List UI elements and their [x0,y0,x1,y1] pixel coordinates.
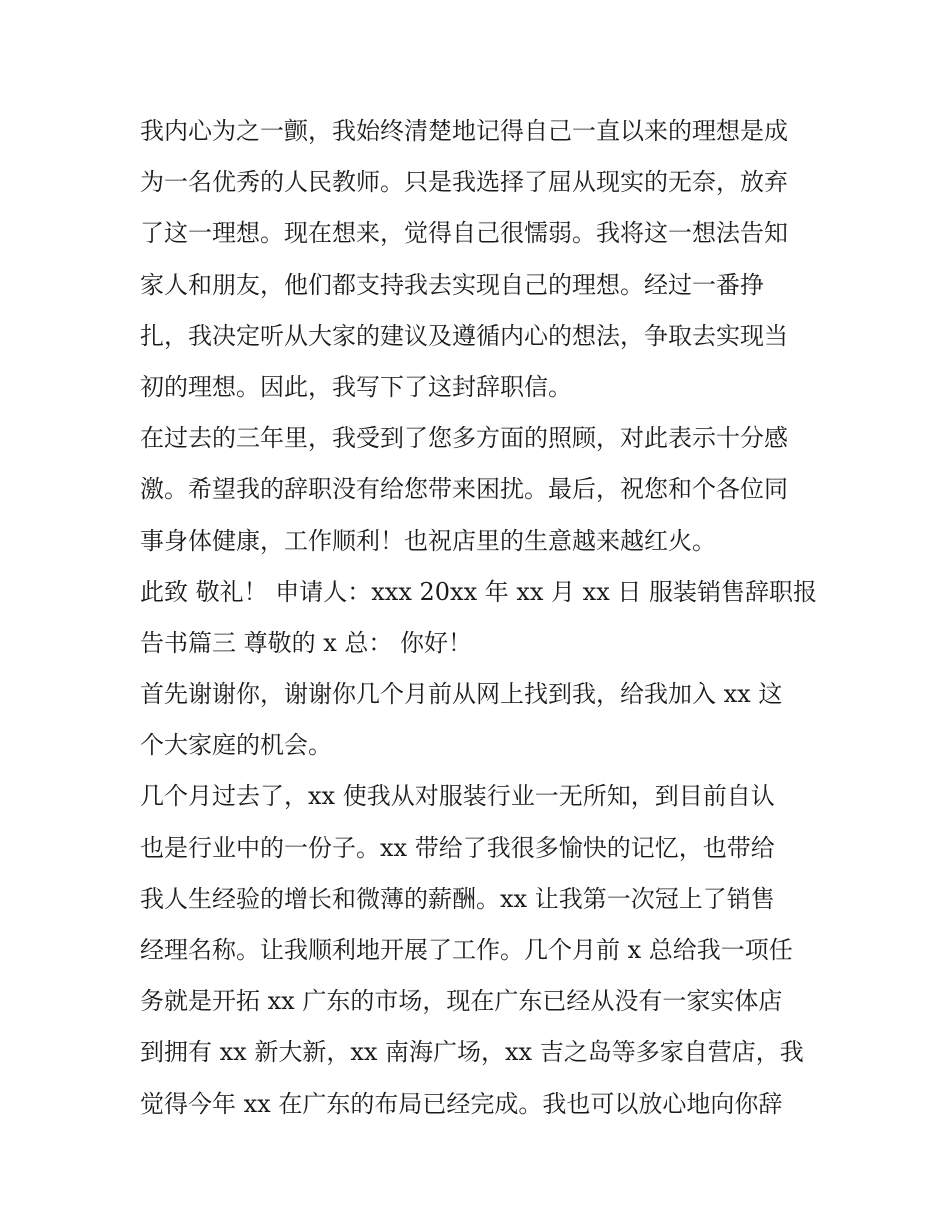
text-line-4: 家人和朋友，他们都支持我去实现自己的理想。经过一番挣 [140,270,764,299]
text-line-19: 到拥有 xx 新大新，xx 南海广场，xx 吉之岛等多家自营店，我 [140,1038,804,1067]
text-line-14: 几个月过去了，xx 使我从对服装行业一无所知，到目前自认 [140,782,775,811]
text-line-6: 初的理想。因此，我写下了这封辞职信。 [140,372,572,401]
text-line-2: 为一名优秀的人民教师。只是我选择了屈从现实的无奈，放弃 [140,168,788,197]
text-line-10: 此致 敬礼！ 申请人：xxx 20xx 年 xx 月 xx 日 服装销售辞职报 [140,577,818,606]
text-line-3: 了这一理想。现在想来，觉得自己很懦弱。我将这一想法告知 [140,219,788,248]
text-line-7: 在过去的三年里，我受到了您多方面的照顾，对此表示十分感 [140,424,788,453]
text-line-16: 我人生经验的增长和微薄的薪酬。xx 让我第一次冠上了销售 [140,884,775,913]
text-line-9: 事身体健康，工作顺利！也祝店里的生意越来越红火。 [140,526,716,555]
text-line-1: 我内心为之一颤，我始终清楚地记得自己一直以来的理想是成 [140,117,788,145]
text-line-18: 务就是开拓 xx 广东的市场，现在广东已经从没有一家实体店 [140,987,783,1016]
text-line-5: 扎，我决定听从大家的建议及遵循内心的想法，争取去实现当 [140,321,788,350]
text-line-8: 激。希望我的辞职没有给您带来困扰。最后，祝您和个各位同 [140,475,788,504]
body-text [140,106,820,1130]
text-line-12: 首先谢谢你，谢谢你几个月前从网上找到我，给我加入 xx 这 [140,680,783,709]
text-line-15: 也是行业中的一份子。xx 带给了我很多愉快的记忆，也带给 [140,833,775,862]
text-line-20: 觉得今年 xx 在广东的布局已经完成。我也可以放心地向你辞 [140,1089,783,1118]
text-line-17: 经理名称。让我顺利地开展了工作。几个月前 x 总给我一项任 [140,936,793,964]
text-line-13: 个大家庭的机会。 [140,731,332,760]
text-line-11: 告书篇三 尊敬的 x 总： 你好！ [140,628,473,657]
